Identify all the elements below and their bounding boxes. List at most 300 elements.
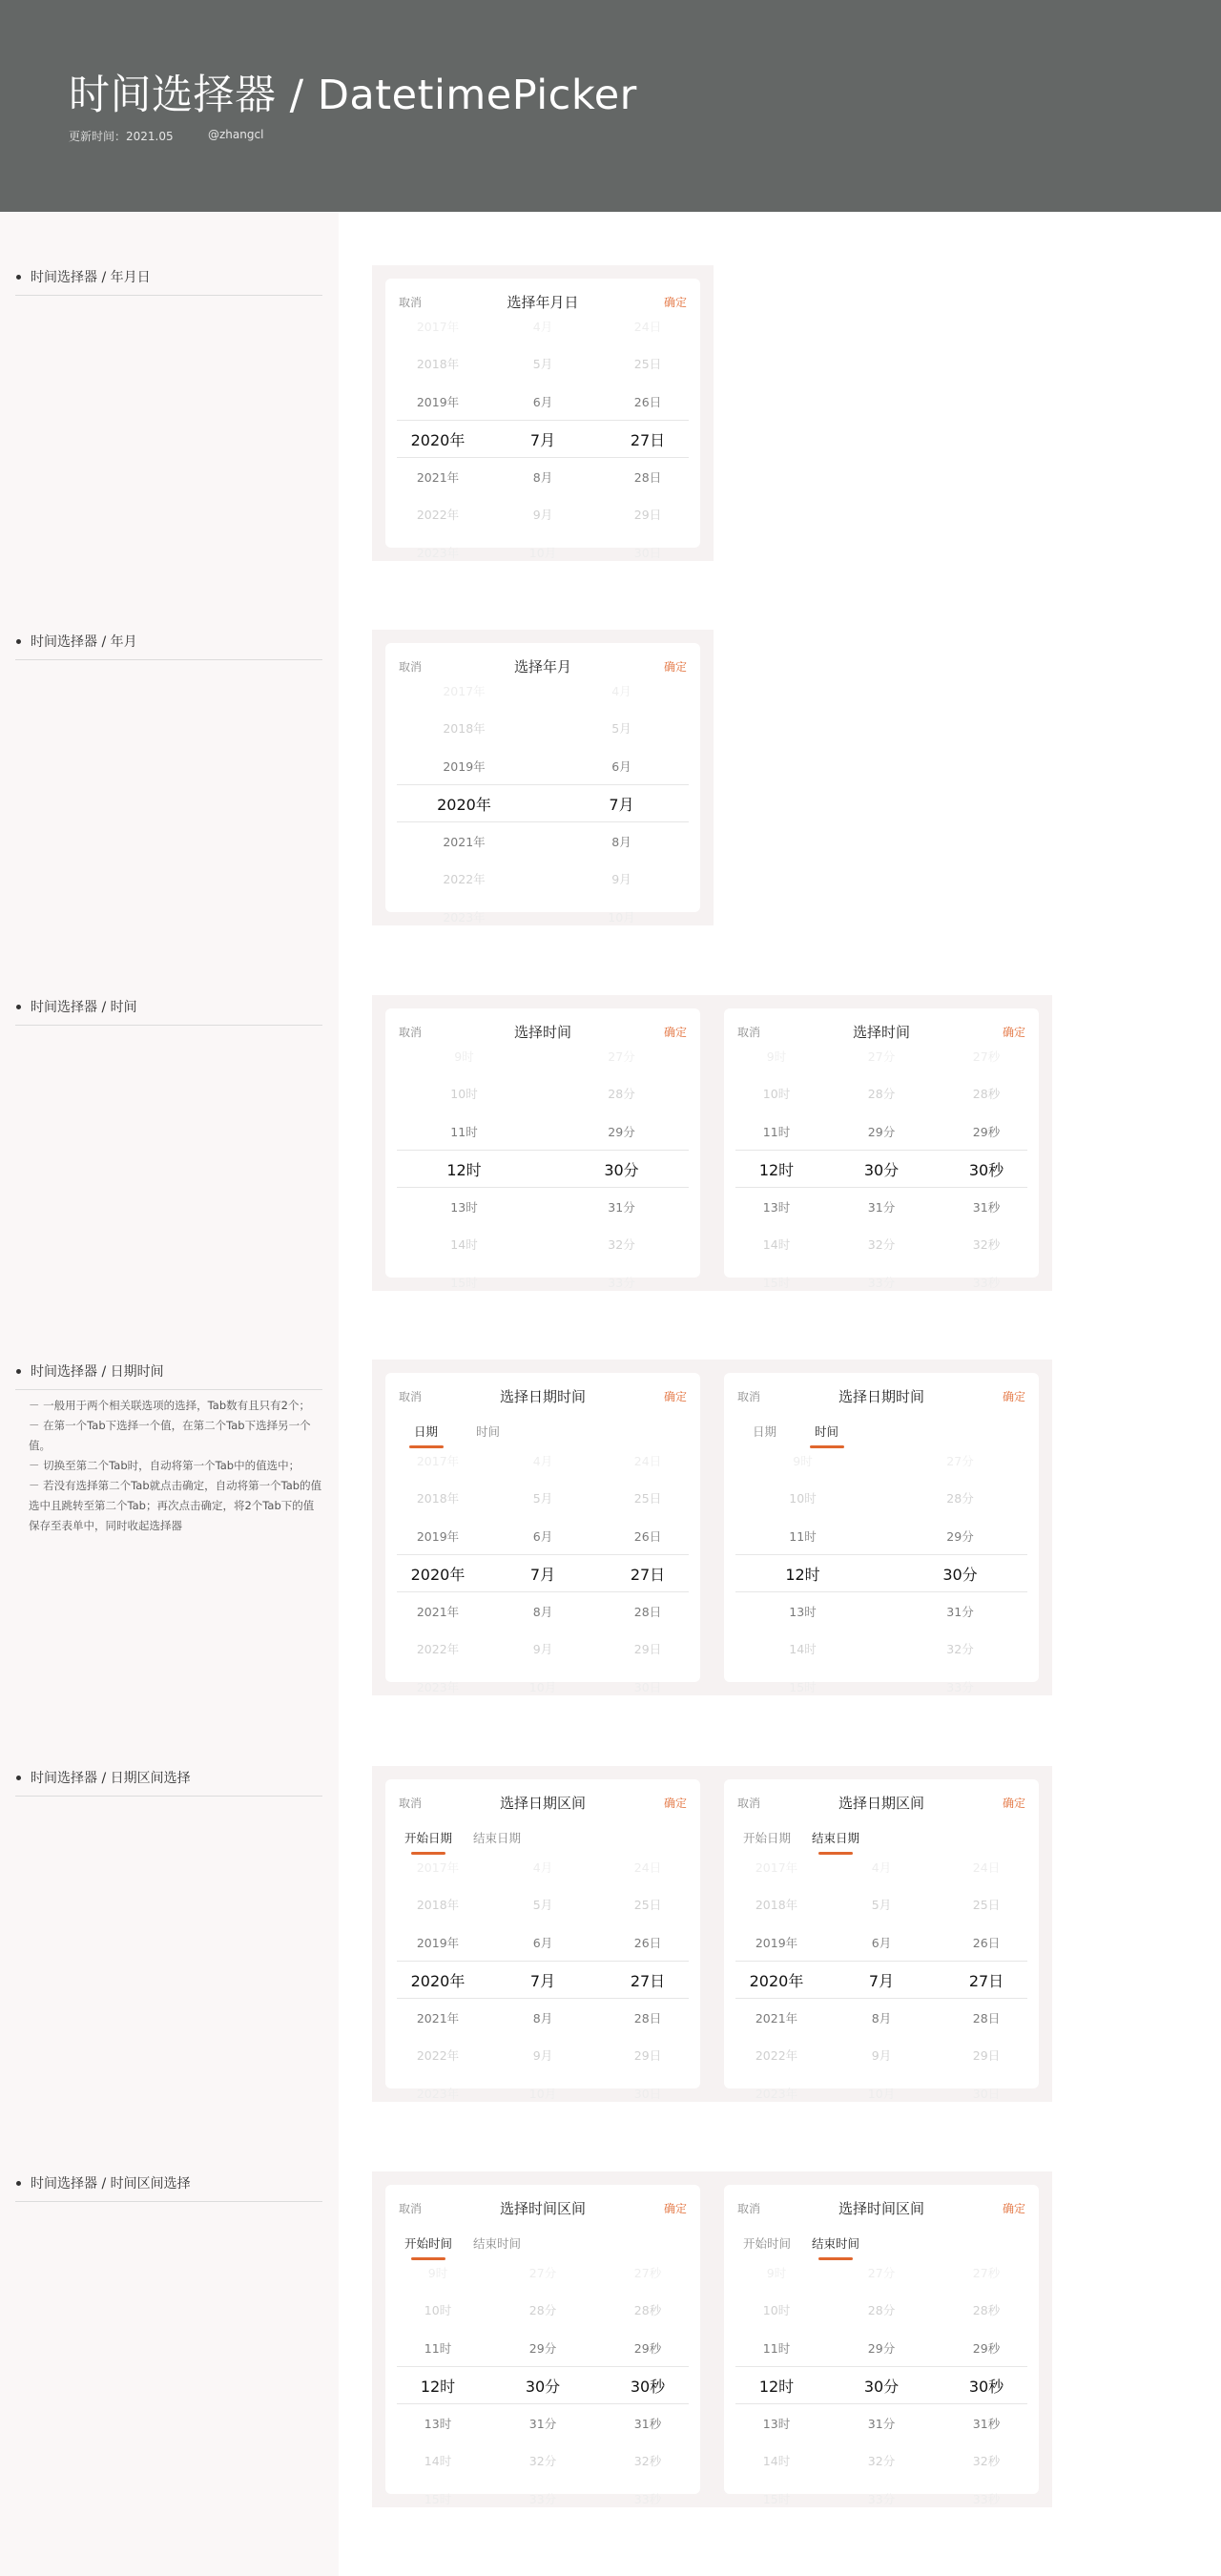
picker-tab[interactable]: 开始日期 bbox=[743, 1831, 792, 1845]
wheel-option: 4月 bbox=[532, 1859, 553, 1875]
wheel-row[interactable] bbox=[724, 1188, 1039, 1226]
wheel-option: 2019年 bbox=[755, 1935, 798, 1950]
wheel-option: 27秒 bbox=[972, 2265, 1001, 2280]
picker-wheel[interactable] bbox=[724, 1453, 1039, 1694]
picker-tab[interactable]: 开始时间 bbox=[743, 2236, 792, 2251]
section-title: 时间选择器 / 时间区间选择 bbox=[31, 2176, 191, 2192]
picker-tab[interactable]: 日期 bbox=[414, 1424, 439, 1439]
wheel-row[interactable] bbox=[385, 1188, 700, 1226]
wheel-option: 27日 bbox=[630, 430, 666, 449]
selected-row[interactable] bbox=[385, 1151, 700, 1189]
wheel-option: 15时 bbox=[450, 1275, 478, 1290]
wheel-row[interactable] bbox=[724, 2037, 1039, 2075]
wheel-row[interactable] bbox=[724, 1075, 1039, 1113]
picker-card bbox=[385, 643, 700, 924]
wheel-option: 2018年 bbox=[443, 721, 486, 737]
wheel-option: 2017年 bbox=[416, 1859, 460, 1875]
wheel-row[interactable] bbox=[385, 1999, 700, 2037]
wheel-option: 6月 bbox=[611, 758, 631, 774]
wheel-option: 29日 bbox=[972, 2048, 1001, 2064]
wheel-rows bbox=[724, 2254, 1039, 2518]
picker-title: 选择日期区间 bbox=[838, 1795, 924, 1812]
wheel-option: 31分 bbox=[867, 2416, 896, 2431]
wheel-option: 32分 bbox=[946, 1642, 974, 1657]
picker-wheel[interactable] bbox=[724, 1859, 1039, 2101]
wheel-option: 29秒 bbox=[633, 2340, 662, 2356]
wheel-row[interactable] bbox=[724, 1480, 1039, 1518]
preview-frame bbox=[372, 630, 714, 925]
wheel-row[interactable] bbox=[385, 1112, 700, 1151]
picker-title: 选择日期区间 bbox=[499, 1795, 586, 1812]
preview-frame bbox=[372, 1360, 1052, 1695]
wheel-option: 29日 bbox=[633, 1642, 662, 1657]
cancel-button[interactable]: 取消 bbox=[399, 1390, 423, 1403]
wheel-rows bbox=[385, 2254, 700, 2518]
wheel-option: 7月 bbox=[868, 1971, 895, 1990]
wheel-option: 2023年 bbox=[416, 1679, 460, 1694]
wheel-option: 2023年 bbox=[416, 2086, 460, 2101]
wheel-option: 11时 bbox=[762, 2340, 791, 2356]
wheel-row[interactable] bbox=[724, 2254, 1039, 2292]
wheel-row[interactable] bbox=[724, 1226, 1039, 1264]
wheel-option: 5月 bbox=[532, 1898, 553, 1913]
wheel-row[interactable] bbox=[385, 861, 700, 899]
wheel-option: 27日 bbox=[968, 1971, 1004, 1990]
picker-card bbox=[385, 2185, 700, 2506]
section-title: 时间选择器 / 日期区间选择 bbox=[31, 1771, 191, 1786]
wheel-option: 28日 bbox=[633, 1604, 662, 1619]
wheel-option: 26日 bbox=[972, 1935, 1001, 1950]
wheel-option: 32分 bbox=[608, 1237, 635, 1253]
picker-tab[interactable]: 结束时间 bbox=[812, 2236, 860, 2251]
wheel-row[interactable] bbox=[385, 672, 700, 710]
wheel-option: 13时 bbox=[424, 2416, 452, 2431]
cancel-button[interactable]: 取消 bbox=[737, 1390, 761, 1403]
wheel-row[interactable] bbox=[385, 898, 700, 936]
wheel-row[interactable] bbox=[385, 458, 700, 496]
selected-row[interactable] bbox=[385, 1962, 700, 2000]
wheel-option: 32秒 bbox=[972, 1237, 1001, 1253]
wheel-option: 7月 bbox=[529, 1565, 556, 1584]
wheel-option: 31分 bbox=[946, 1604, 974, 1619]
wheel-option: 8月 bbox=[871, 2010, 892, 2025]
wheel-option: 24日 bbox=[633, 1859, 662, 1875]
wheel-option: 2018年 bbox=[755, 1898, 798, 1913]
wheel-row[interactable] bbox=[724, 1592, 1039, 1631]
wheel-option: 28日 bbox=[633, 2010, 662, 2025]
picker-tab[interactable]: 时间 bbox=[815, 1424, 839, 1439]
wheel-option: 10时 bbox=[762, 1087, 791, 1102]
picker-header bbox=[385, 1373, 700, 1413]
wheel-option: 31分 bbox=[608, 1199, 635, 1215]
author: @zhangcl bbox=[208, 128, 264, 141]
picker-tab[interactable]: 时间 bbox=[476, 1424, 501, 1439]
confirm-button[interactable]: 确定 bbox=[663, 1026, 687, 1039]
wheel-option: 2023年 bbox=[416, 545, 460, 560]
wheel-option: 2017年 bbox=[416, 319, 460, 334]
wheel-option: 2018年 bbox=[416, 1491, 460, 1506]
picker-title: 选择年月日 bbox=[507, 294, 579, 311]
picker-header bbox=[385, 2185, 700, 2225]
wheel-option: 12时 bbox=[758, 1160, 795, 1179]
wheel-row[interactable] bbox=[724, 1886, 1039, 1924]
picker-tab[interactable]: 结束日期 bbox=[473, 1831, 522, 1845]
cancel-button[interactable]: 取消 bbox=[399, 296, 423, 309]
cancel-button[interactable]: 取消 bbox=[399, 2202, 423, 2215]
wheel-option: 24日 bbox=[633, 319, 662, 334]
wheel-option: 29日 bbox=[633, 508, 662, 523]
cancel-button[interactable]: 取消 bbox=[399, 1797, 423, 1810]
wheel-rows bbox=[385, 672, 700, 936]
wheel-row[interactable] bbox=[724, 2329, 1039, 2367]
wheel-rows bbox=[724, 1037, 1039, 1301]
wheel-row[interactable] bbox=[724, 1037, 1039, 1075]
cancel-button[interactable]: 取消 bbox=[399, 660, 423, 674]
confirm-button[interactable]: 确定 bbox=[663, 2202, 687, 2215]
wheel-option: 28分 bbox=[946, 1491, 974, 1506]
wheel-option: 9月 bbox=[532, 2048, 553, 2064]
picker-card bbox=[385, 279, 700, 560]
wheel-row[interactable] bbox=[385, 1631, 700, 1669]
wheel-option: 28日 bbox=[633, 469, 662, 485]
wheel-row[interactable] bbox=[385, 383, 700, 421]
wheel-option: 4月 bbox=[611, 683, 631, 698]
section-heading bbox=[15, 632, 322, 660]
wheel-row[interactable] bbox=[385, 533, 700, 571]
wheel-option: 7月 bbox=[529, 1971, 556, 1990]
wheel-row[interactable] bbox=[385, 710, 700, 748]
selected-row[interactable] bbox=[724, 1151, 1039, 1189]
wheel-row[interactable] bbox=[724, 1848, 1039, 1886]
wheel-option: 15时 bbox=[789, 1679, 817, 1694]
wheel-option: 12时 bbox=[420, 2377, 456, 2396]
wheel-option: 31秒 bbox=[972, 2416, 1001, 2431]
wheel-option: 28秒 bbox=[633, 2303, 662, 2318]
wheel-option: 30秒 bbox=[630, 2377, 666, 2396]
wheel-option: 30秒 bbox=[968, 1160, 1004, 1179]
wheel-row[interactable] bbox=[385, 1886, 700, 1924]
wheel-row[interactable] bbox=[724, 1631, 1039, 1669]
wheel-row[interactable] bbox=[385, 2254, 700, 2292]
wheel-option: 30日 bbox=[633, 545, 662, 560]
cancel-button[interactable]: 取消 bbox=[737, 2202, 761, 2215]
wheel-option: 30秒 bbox=[968, 2377, 1004, 2396]
wheel-option: 29日 bbox=[633, 2048, 662, 2064]
wheel-option: 15时 bbox=[424, 2491, 452, 2506]
picker-wheel[interactable] bbox=[724, 1049, 1039, 1290]
note-line: － 在第一个Tab下选择一个值，在第二个Tab下选择另一个值。 bbox=[29, 1419, 311, 1452]
wheel-option: 32分 bbox=[867, 1237, 896, 1253]
wheel-option: 26日 bbox=[633, 1935, 662, 1950]
page-banner bbox=[0, 0, 1221, 212]
wheel-rows bbox=[385, 1037, 700, 1301]
wheel-option: 28分 bbox=[867, 1087, 896, 1102]
wheel-option: 25日 bbox=[633, 1491, 662, 1506]
picker-tab[interactable]: 结束日期 bbox=[812, 1831, 860, 1845]
picker-tab[interactable]: 开始日期 bbox=[404, 1831, 453, 1845]
confirm-button[interactable]: 确定 bbox=[663, 1797, 687, 1810]
wheel-option: 13时 bbox=[789, 1604, 817, 1619]
picker-title: 选择日期时间 bbox=[838, 1388, 924, 1405]
bullet-icon bbox=[16, 1369, 21, 1374]
wheel-row[interactable] bbox=[385, 1592, 700, 1631]
selected-row[interactable] bbox=[385, 785, 700, 823]
wheel-option: 2019年 bbox=[416, 1935, 460, 1950]
wheel-row[interactable] bbox=[385, 1442, 700, 1480]
wheel-option: 29分 bbox=[867, 2340, 896, 2356]
picker-wheel[interactable] bbox=[385, 1453, 700, 1694]
wheel-option: 28秒 bbox=[972, 2303, 1001, 2318]
bullet-icon bbox=[16, 275, 21, 280]
wheel-row[interactable] bbox=[385, 2480, 700, 2518]
picker-header bbox=[724, 1373, 1039, 1413]
wheel-row[interactable] bbox=[724, 2404, 1039, 2442]
picker-tab[interactable]: 结束时间 bbox=[473, 2236, 522, 2251]
wheel-row[interactable] bbox=[724, 1999, 1039, 2037]
wheel-option: 2020年 bbox=[410, 1565, 466, 1584]
wheel-option: 9月 bbox=[532, 1642, 553, 1657]
wheel-row[interactable] bbox=[385, 1668, 700, 1706]
picker-card bbox=[724, 2185, 1039, 2506]
selected-row[interactable] bbox=[724, 2367, 1039, 2405]
wheel-row[interactable] bbox=[385, 747, 700, 785]
wheel-row[interactable] bbox=[385, 496, 700, 534]
wheel-option: 27日 bbox=[630, 1971, 666, 1990]
wheel-option: 10月 bbox=[528, 545, 557, 560]
wheel-option: 9月 bbox=[611, 872, 631, 887]
wheel-row[interactable] bbox=[385, 2074, 700, 2112]
wheel-option: 10时 bbox=[424, 2303, 452, 2318]
wheel-row[interactable] bbox=[385, 2037, 700, 2075]
wheel-option: 7月 bbox=[529, 430, 556, 449]
selected-row[interactable] bbox=[724, 1962, 1039, 2000]
wheel-row[interactable] bbox=[385, 2292, 700, 2330]
picker-wheel[interactable] bbox=[724, 2265, 1039, 2506]
wheel-rows bbox=[724, 1442, 1039, 1706]
wheel-option: 9时 bbox=[793, 1453, 813, 1468]
wheel-row[interactable] bbox=[385, 1075, 700, 1113]
note-line: － 若没有选择第二个Tab就点击确定，自动将第一个Tab的值选中且跳转至第二个Tab；再次点击确定，将2个Tab下的值保存至表单中，同时收起选择器 bbox=[29, 1479, 322, 1532]
wheel-option: 9时 bbox=[454, 1049, 474, 1064]
wheel-option: 13时 bbox=[762, 2416, 791, 2431]
wheel-option: 28分 bbox=[608, 1087, 635, 1102]
confirm-button[interactable]: 确定 bbox=[663, 1390, 687, 1403]
picker-title: 选择时间 bbox=[513, 1024, 571, 1041]
wheel-option: 8月 bbox=[532, 2010, 553, 2025]
picker-title: 选择时间区间 bbox=[838, 2200, 924, 2217]
wheel-option: 2023年 bbox=[755, 2086, 798, 2101]
section-title: 时间选择器 / 日期时间 bbox=[31, 1364, 164, 1380]
picker-wheel[interactable] bbox=[385, 2265, 700, 2506]
wheel-option: 27分 bbox=[946, 1453, 974, 1468]
wheel-option: 14时 bbox=[789, 1642, 817, 1657]
bullet-icon bbox=[16, 639, 21, 644]
picker-wheel[interactable] bbox=[385, 1049, 700, 1290]
wheel-option: 30分 bbox=[604, 1160, 639, 1179]
picker-tab[interactable]: 日期 bbox=[753, 1424, 777, 1439]
preview-frame bbox=[372, 2171, 1052, 2507]
selected-row[interactable] bbox=[724, 1555, 1039, 1593]
confirm-button[interactable]: 确定 bbox=[1002, 1797, 1025, 1810]
picker-wheel[interactable] bbox=[385, 319, 700, 560]
wheel-option: 5月 bbox=[611, 721, 631, 737]
wheel-option: 2019年 bbox=[416, 1528, 460, 1544]
wheel-row[interactable] bbox=[724, 1442, 1039, 1480]
wheel-option: 28分 bbox=[528, 2303, 557, 2318]
wheel-option: 2019年 bbox=[416, 394, 460, 409]
preview-frame bbox=[372, 995, 1052, 1291]
selected-row[interactable] bbox=[385, 2367, 700, 2405]
wheel-option: 26日 bbox=[633, 1528, 662, 1544]
bullet-icon bbox=[16, 1776, 21, 1780]
section-heading bbox=[15, 997, 322, 1026]
wheel-row[interactable] bbox=[385, 1923, 700, 1962]
wheel-row[interactable] bbox=[385, 1848, 700, 1886]
wheel-option: 32分 bbox=[867, 2454, 896, 2469]
wheel-option: 2021年 bbox=[755, 2010, 798, 2025]
preview-frame bbox=[372, 265, 714, 561]
wheel-rows bbox=[385, 307, 700, 571]
wheel-option: 9时 bbox=[427, 2265, 448, 2280]
wheel-row[interactable] bbox=[385, 1037, 700, 1075]
wheel-row[interactable] bbox=[724, 1668, 1039, 1706]
picker-card bbox=[724, 1779, 1039, 2101]
selected-row[interactable] bbox=[385, 1555, 700, 1593]
wheel-row[interactable] bbox=[724, 2442, 1039, 2481]
wheel-option: 2022年 bbox=[755, 2048, 798, 2064]
wheel-option: 2021年 bbox=[416, 2010, 460, 2025]
picker-tab[interactable]: 开始时间 bbox=[404, 2236, 453, 2251]
cancel-button[interactable]: 取消 bbox=[737, 1797, 761, 1810]
confirm-button[interactable]: 确定 bbox=[663, 296, 687, 309]
sidebar-panel bbox=[0, 212, 339, 2576]
wheel-option: 33秒 bbox=[972, 1275, 1001, 1290]
confirm-button[interactable]: 确定 bbox=[1002, 1390, 1025, 1403]
cancel-button[interactable]: 取消 bbox=[737, 1026, 761, 1039]
wheel-option: 12时 bbox=[446, 1160, 482, 1179]
wheel-option: 27分 bbox=[608, 1049, 635, 1064]
wheel-option: 8月 bbox=[611, 834, 631, 849]
wheel-row[interactable] bbox=[724, 1517, 1039, 1555]
wheel-option: 33秒 bbox=[972, 2491, 1001, 2506]
wheel-option: 8月 bbox=[532, 469, 553, 485]
picker-title: 选择时间区间 bbox=[499, 2200, 586, 2217]
wheel-option: 29分 bbox=[867, 1124, 896, 1139]
picker-header bbox=[724, 2185, 1039, 2225]
wheel-row[interactable] bbox=[724, 1923, 1039, 1962]
wheel-option: 28秒 bbox=[972, 1087, 1001, 1102]
wheel-option: 10时 bbox=[789, 1491, 817, 1506]
wheel-option: 10时 bbox=[450, 1087, 478, 1102]
section-heading bbox=[15, 2173, 322, 2202]
wheel-option: 5月 bbox=[871, 1898, 892, 1913]
wheel-option: 12时 bbox=[758, 2377, 795, 2396]
wheel-row[interactable] bbox=[385, 345, 700, 384]
wheel-option: 30日 bbox=[972, 2086, 1001, 2101]
selected-row[interactable] bbox=[385, 421, 700, 459]
wheel-row[interactable] bbox=[385, 307, 700, 345]
wheel-row[interactable] bbox=[385, 2404, 700, 2442]
section-heading bbox=[15, 267, 322, 296]
wheel-option: 28分 bbox=[867, 2303, 896, 2318]
wheel-option: 2022年 bbox=[416, 1642, 460, 1657]
wheel-option: 2017年 bbox=[755, 1859, 798, 1875]
wheel-option: 2017年 bbox=[416, 1453, 460, 1468]
wheel-option: 9时 bbox=[766, 1049, 787, 1064]
wheel-option: 4月 bbox=[532, 319, 553, 334]
note-line: － 一般用于两个相关联选项的选择，Tab数有且只有2个； bbox=[29, 1399, 310, 1412]
confirm-button[interactable]: 确定 bbox=[1002, 1026, 1025, 1039]
wheel-option: 11时 bbox=[424, 2340, 452, 2356]
picker-title: 选择年月 bbox=[513, 658, 571, 675]
wheel-row[interactable] bbox=[385, 822, 700, 861]
wheel-row[interactable] bbox=[724, 2480, 1039, 2518]
wheel-row[interactable] bbox=[724, 1263, 1039, 1301]
picker-wheel[interactable] bbox=[385, 683, 700, 924]
wheel-option: 30日 bbox=[633, 1679, 662, 1694]
wheel-option: 26日 bbox=[633, 394, 662, 409]
wheel-option: 25日 bbox=[972, 1898, 1001, 1913]
wheel-row[interactable] bbox=[724, 1112, 1039, 1151]
wheel-row[interactable] bbox=[385, 2329, 700, 2367]
wheel-option: 12时 bbox=[785, 1565, 820, 1584]
wheel-option: 14时 bbox=[762, 2454, 791, 2469]
wheel-row[interactable] bbox=[385, 1480, 700, 1518]
wheel-option: 30分 bbox=[863, 1160, 900, 1179]
wheel-option: 2022年 bbox=[416, 508, 460, 523]
wheel-row[interactable] bbox=[385, 2442, 700, 2481]
wheel-option: 29秒 bbox=[972, 2340, 1001, 2356]
wheel-option: 2020年 bbox=[410, 1971, 466, 1990]
wheel-option: 2019年 bbox=[443, 758, 486, 774]
preview-frame bbox=[372, 1766, 1052, 2102]
wheel-option: 8月 bbox=[532, 1604, 553, 1619]
wheel-option: 2017年 bbox=[443, 683, 486, 698]
wheel-option: 11时 bbox=[762, 1124, 791, 1139]
wheel-option: 33分 bbox=[608, 1275, 635, 1290]
confirm-button[interactable]: 确定 bbox=[1002, 2202, 1025, 2215]
picker-title: 选择时间 bbox=[852, 1024, 910, 1041]
section-title: 时间选择器 / 时间 bbox=[31, 1000, 137, 1015]
wheel-option: 32秒 bbox=[633, 2454, 662, 2469]
picker-card bbox=[724, 1373, 1039, 1694]
wheel-option: 10时 bbox=[762, 2303, 791, 2318]
wheel-row[interactable] bbox=[385, 1517, 700, 1555]
wheel-option: 24日 bbox=[972, 1859, 1001, 1875]
wheel-option: 33分 bbox=[528, 2491, 557, 2506]
wheel-option: 2020年 bbox=[410, 430, 466, 449]
wheel-option: 2018年 bbox=[416, 1898, 460, 1913]
wheel-rows bbox=[724, 1848, 1039, 2112]
wheel-option: 13时 bbox=[762, 1199, 791, 1215]
wheel-option: 2021年 bbox=[416, 1604, 460, 1619]
cancel-button[interactable]: 取消 bbox=[399, 1026, 423, 1039]
wheel-row[interactable] bbox=[724, 2292, 1039, 2330]
wheel-option: 27秒 bbox=[972, 1049, 1001, 1064]
wheel-option: 33分 bbox=[867, 2491, 896, 2506]
picker-wheel[interactable] bbox=[385, 1859, 700, 2101]
wheel-option: 6月 bbox=[532, 1935, 553, 1950]
picker-card bbox=[724, 1008, 1039, 1290]
wheel-option: 13时 bbox=[450, 1199, 478, 1215]
confirm-button[interactable]: 确定 bbox=[663, 660, 687, 674]
wheel-row[interactable] bbox=[724, 2074, 1039, 2112]
wheel-option: 10月 bbox=[608, 909, 635, 924]
wheel-row[interactable] bbox=[385, 1263, 700, 1301]
picker-card bbox=[385, 1008, 700, 1290]
wheel-option: 6月 bbox=[532, 1528, 553, 1544]
wheel-row[interactable] bbox=[385, 1226, 700, 1264]
